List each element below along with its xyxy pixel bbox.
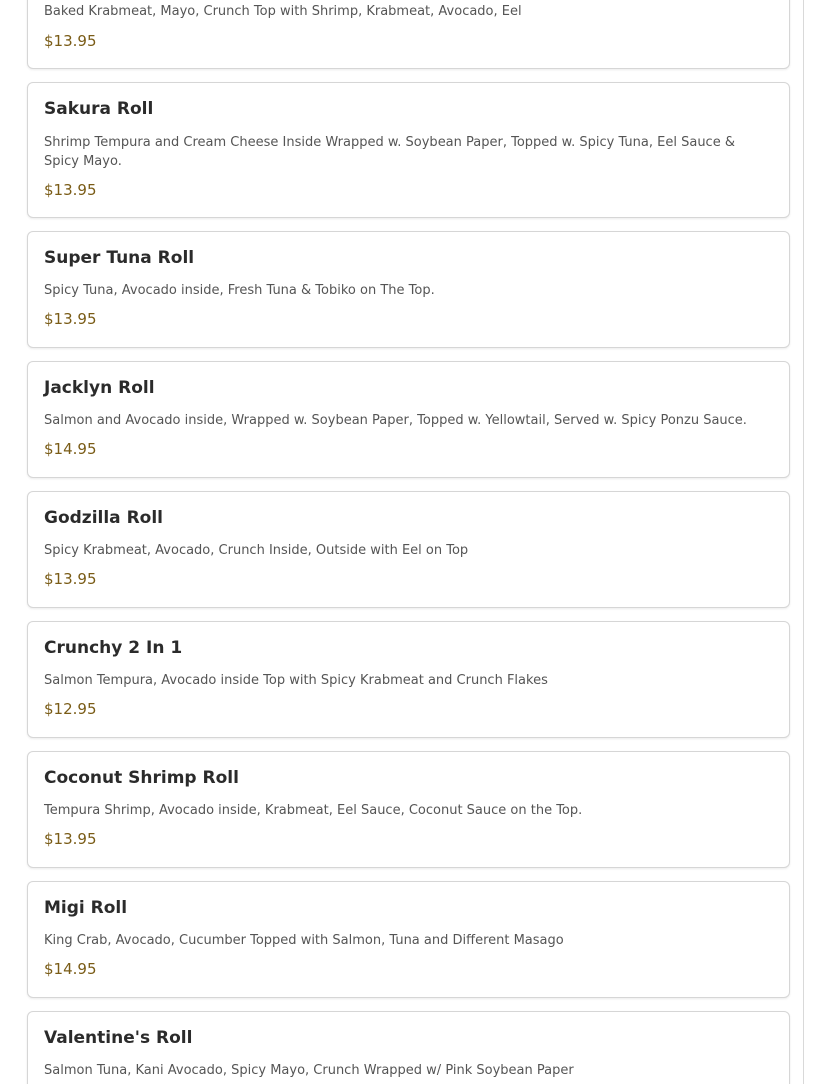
menu-item-card[interactable] bbox=[27, 751, 790, 868]
menu-item-price: $13.95 bbox=[44, 181, 97, 199]
menu-item-card[interactable] bbox=[27, 82, 790, 218]
menu-item-name: Godzilla Roll bbox=[44, 508, 163, 528]
menu-item-price: $13.95 bbox=[44, 570, 97, 588]
menu-item-name: Super Tuna Roll bbox=[44, 248, 195, 268]
menu-item-price: $12.95 bbox=[44, 700, 97, 718]
menu-item-price: $14.95 bbox=[44, 440, 97, 458]
menu-item-name: Valentine's Roll bbox=[44, 1028, 193, 1048]
menu-item-card[interactable] bbox=[27, 0, 790, 69]
menu-item-name: Coconut Shrimp Roll bbox=[44, 768, 239, 788]
menu-item-card[interactable] bbox=[27, 621, 790, 738]
menu-item-name: Jacklyn Roll bbox=[44, 378, 155, 398]
menu-item-name: Crunchy 2 In 1 bbox=[44, 638, 183, 658]
menu-item-description: Salmon Tempura, Avocado inside Top with Spicy Krabmeat and Crunch Flakes bbox=[44, 673, 548, 688]
menu-item-card[interactable] bbox=[27, 1011, 790, 1084]
menu-item-name: Sakura Roll bbox=[44, 99, 154, 119]
menu-item-description: Salmon Tuna, Kani Avocado, Spicy Mayo, Crunch Wrapped w/ Pink Soybean Paper bbox=[44, 1063, 574, 1078]
menu-item-name: Migi Roll bbox=[44, 898, 128, 918]
menu-item-price: $13.95 bbox=[44, 32, 97, 50]
menu-item-card[interactable] bbox=[27, 361, 790, 478]
menu-item-description: Salmon and Avocado inside, Wrapped w. Soybean Paper, Topped w. Yellowtail, Served w. Spicy Ponzu Sauce. bbox=[44, 413, 747, 428]
menu-item-description: King Crab, Avocado, Cucumber Topped with Salmon, Tuna and Different Masago bbox=[44, 933, 564, 948]
menu-item-description: Spicy Krabmeat, Avocado, Crunch Inside, Outside with Eel on Top bbox=[44, 543, 469, 558]
menu-item-description: Shrimp Tempura and Cream Cheese Inside Wrapped w. Soybean Paper, Topped w. Spicy Tuna, Eel Sauce & Spicy Mayo. bbox=[44, 135, 735, 169]
menu-item-price: $14.95 bbox=[44, 960, 97, 978]
menu-item-description: Tempura Shrimp, Avocado inside, Krabmeat, Eel Sauce, Coconut Sauce on the Top. bbox=[44, 803, 583, 818]
menu-item-description: Spicy Tuna, Avocado inside, Fresh Tuna & Tobiko on The Top. bbox=[44, 283, 435, 298]
menu-item-description: Baked Krabmeat, Mayo, Crunch Top with Shrimp, Krabmeat, Avocado, Eel bbox=[44, 4, 522, 19]
menu-item-price: $13.95 bbox=[44, 310, 97, 328]
menu-item-card[interactable] bbox=[27, 231, 790, 348]
menu-item-card[interactable] bbox=[27, 881, 790, 998]
menu-item-price: $13.95 bbox=[44, 830, 97, 848]
menu-item-card[interactable] bbox=[27, 491, 790, 608]
